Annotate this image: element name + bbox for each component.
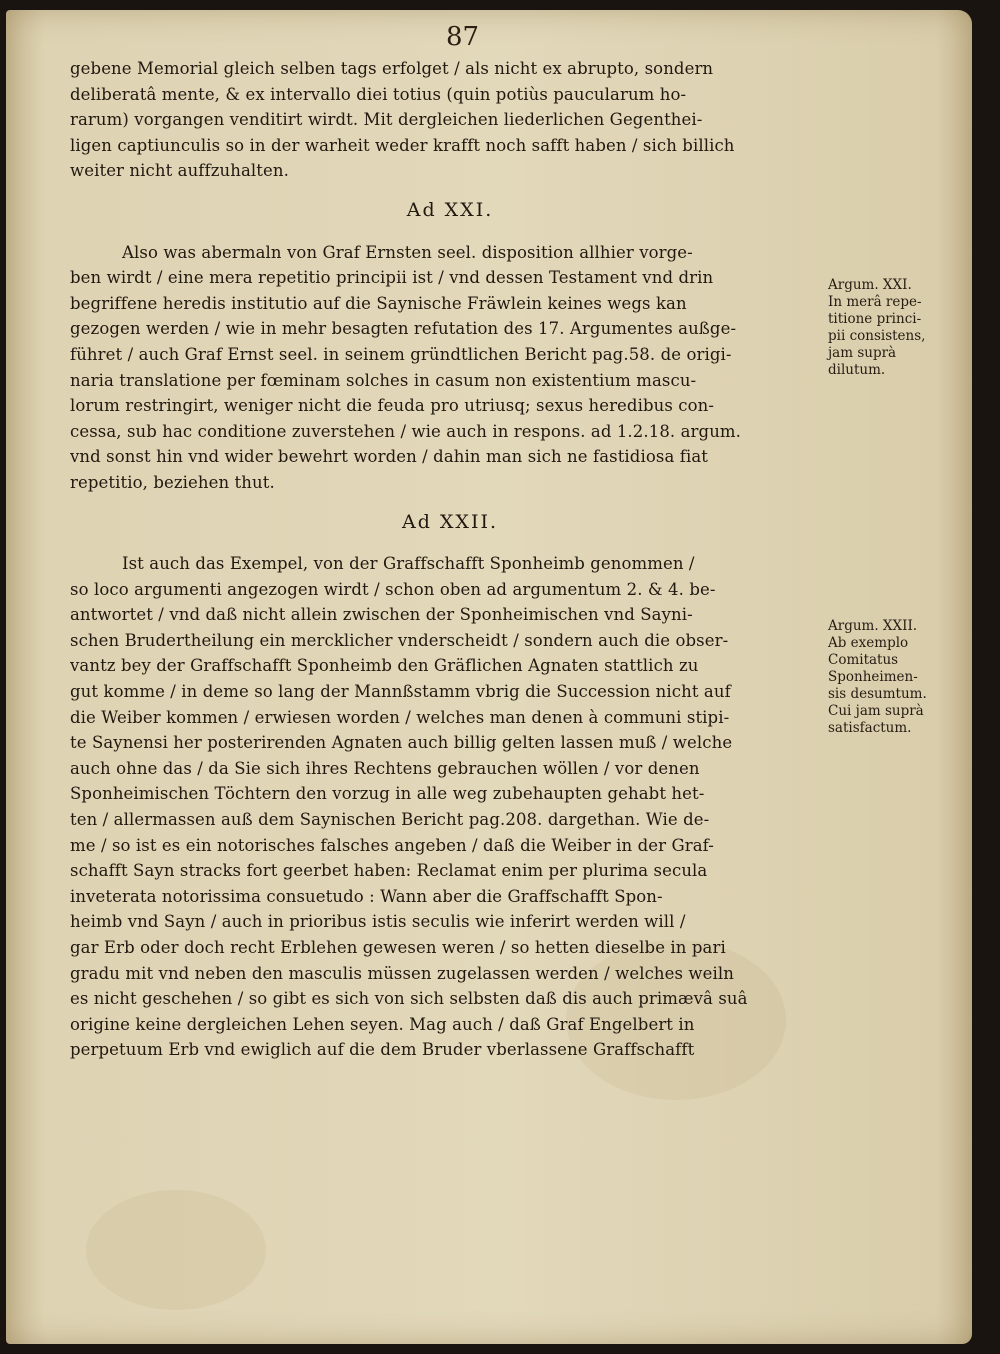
text-line: vnd sonst hin vnd wider bewehrt worden / dahin man sich ne fastidiosa fiat bbox=[70, 447, 708, 467]
text-line: cessa, sub hac conditione zuverstehen / wie auch in respons. ad 1.2.18. argum. bbox=[70, 421, 742, 441]
text-line: origine keine dergleichen Lehen seyen. Mag auch / daß Graf Engelbert in bbox=[70, 1014, 695, 1034]
text-line: te Saynensi her posterirenden Agnaten auch billig gelten lassen muß / welche bbox=[70, 733, 733, 753]
margin-note-argum-xxii bbox=[828, 618, 958, 737]
margin-note-line: Sponheimen- bbox=[828, 669, 918, 685]
text-line: me / so ist es ein notorisches falsches angeben / daß die Weiber in der Graf- bbox=[70, 835, 714, 855]
text-line: weiter nicht auffzuhalten. bbox=[70, 161, 289, 181]
text-line: ten / allermassen auß dem Saynischen Bericht pag.208. dargethan. Wie de- bbox=[70, 810, 710, 830]
margin-note-line: titione princi- bbox=[828, 311, 922, 327]
paragraph-xxii bbox=[70, 551, 830, 1063]
margin-note-argum-xxi bbox=[828, 277, 958, 379]
paragraph-xxi bbox=[70, 240, 830, 496]
text-line: vantz bey der Graffschafft Sponheimb den Gräflichen Agnaten stattlich zu bbox=[70, 656, 699, 676]
text-line: gradu mit vnd neben den masculis müssen zugelassen werden / welches weiln bbox=[70, 963, 734, 983]
text-line: rarum) vorgangen venditirt wirdt. Mit dergleichen liederlichen Gegenthei- bbox=[70, 110, 703, 130]
text-line: begriffene heredis institutio auf die Saynische Fräwlein keines wegs kan bbox=[70, 293, 687, 313]
text-line: Sponheimischen Töchtern den vorzug in alle weg zubehaupten gehabt het- bbox=[70, 784, 705, 804]
text-line: so loco argumenti angezogen wirdt / schon oben ad argumentum 2. & 4. be- bbox=[70, 579, 716, 599]
text-line: schafft Sayn stracks fort geerbet haben: Reclamat enim per plurima secula bbox=[70, 861, 708, 881]
text-line: antwortet / vnd daß nicht allein zwischen der Sponheimischen vnd Sayni- bbox=[70, 605, 693, 625]
margin-note-line: In merâ repe- bbox=[828, 294, 922, 310]
book-page bbox=[6, 10, 972, 1344]
margin-note-line: Comitatus bbox=[828, 652, 899, 668]
text-line: gezogen werden / wie in mehr besagten refutation des 17. Argumentes außge- bbox=[70, 319, 737, 339]
text-line: repetitio, beziehen thut. bbox=[70, 472, 275, 492]
text-line: führet / auch Graf Ernst seel. in seinem gründtlichen Bericht pag.58. de origi- bbox=[70, 344, 732, 364]
text-line: ben wirdt / eine mera repetitio principii ist / vnd dessen Testament vnd drin bbox=[70, 268, 714, 288]
margin-note-line: jam suprà bbox=[828, 345, 897, 361]
text-line: perpetuum Erb vnd ewiglich auf die dem Bruder vberlassene Graffschafft bbox=[70, 1040, 695, 1060]
text-line: naria translatione per fœminam solches in casum non existentium mascu- bbox=[70, 370, 697, 390]
margin-note-line: Cui jam suprà bbox=[828, 703, 924, 719]
text-line: gar Erb oder doch recht Erblehen gewesen weren / so hetten dieselbe in pari bbox=[70, 938, 726, 957]
section-heading-xxi: Ad XXI. bbox=[406, 198, 494, 221]
margin-note-line: satisfactum. bbox=[828, 720, 912, 736]
text-line: Also was abermaln von Graf Ernsten seel. disposition allhier vorge- bbox=[122, 242, 693, 262]
page-number: 87 bbox=[446, 22, 480, 52]
text-line: gebene Memorial gleich selben tags erfolget / als nicht ex abrupto, sondern bbox=[70, 59, 714, 78]
text-line: heimb vnd Sayn / auch in prioribus istis seculis wie inferirt werden will / bbox=[70, 912, 686, 932]
paper-stain bbox=[86, 1190, 266, 1310]
section-heading-xxii: Ad XXII. bbox=[401, 510, 499, 533]
main-text bbox=[70, 56, 830, 1063]
text-line: Ist auch das Exempel, von der Graffschafft Sponheimb genommen / bbox=[122, 554, 695, 574]
margin-note-line: Argum. XXI. bbox=[828, 277, 912, 293]
paragraph-continuation bbox=[70, 56, 830, 184]
text-line: die Weiber kommen / erwiesen worden / welches man denen à communi stipi- bbox=[70, 707, 730, 727]
text-line: auch ohne das / da Sie sich ihres Rechtens gebrauchen wöllen / vor denen bbox=[70, 758, 700, 778]
text-line: es nicht geschehen / so gibt es sich von sich selbsten daß dis auch primævâ suâ bbox=[70, 989, 748, 1009]
text-line: deliberatâ mente, & ex intervallo diei totius (quin potiùs paucularum ho- bbox=[70, 84, 687, 104]
text-line: gut komme / in deme so lang der Mannßstamm vbrig die Succession nicht auf bbox=[70, 682, 731, 702]
margin-note-line: Ab exemplo bbox=[828, 635, 909, 651]
margin-note-line: Argum. XXII. bbox=[828, 618, 918, 634]
text-line: schen Brudertheilung ein mercklicher vnderscheidt / sondern auch die obser- bbox=[70, 630, 729, 650]
text-line: ligen captiunculis so in der warheit weder krafft noch safft haben / sich billich bbox=[70, 135, 735, 155]
text-line: lorum restringirt, weniger nicht die feuda pro utriusq; sexus heredibus con- bbox=[70, 396, 715, 416]
text-line: inveterata notorissima consuetudo : Wann aber die Graffschafft Spon- bbox=[70, 886, 663, 906]
margin-note-line: dilutum. bbox=[828, 362, 886, 378]
margin-note-line: sis desumtum. bbox=[828, 686, 927, 702]
margin-note-line: pii consistens, bbox=[828, 328, 926, 344]
